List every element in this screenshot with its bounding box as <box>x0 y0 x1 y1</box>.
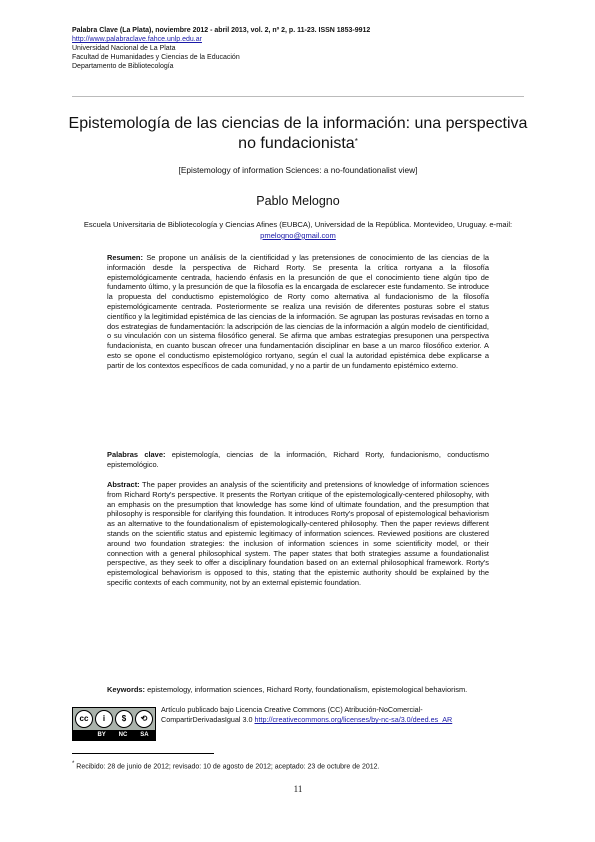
author-name: Pablo Melogno <box>256 194 340 208</box>
journal-citation: Palabra Clave (La Plata), noviembre 2012 - abril 2013, vol. 2, nº 2, p. 11-23. ISSN 1853-9912 <box>72 27 371 34</box>
sharealike-icon: ⟲ <box>135 710 153 728</box>
footnote <box>72 760 524 771</box>
page-number: 11 <box>293 784 303 794</box>
journal-header <box>72 26 532 71</box>
article-title-text: Epistemología de las ciencias de la información: una perspectiva no fundacionista <box>68 115 528 152</box>
license-url-link[interactable]: http://creativecommons.org/licenses/by-nc-sa/3.0/deed.es_AR <box>254 715 453 724</box>
footnote-mark: * <box>72 761 75 767</box>
footnote-divider <box>72 753 214 754</box>
abstract-text: The paper provides an analysis of the scientificity and pretensions of knowledge of information sciences from Richard Rorty's perspective. It presents the Rortyan critique of the epistemologically-centered philosophy, with an emphasis on the presumption that knowledge has some kind of ultimate foundation, and the presumption that philosophy is responsible for clarifying this foundation. It introduces Rorty's proposal of epistemological behaviorism as an alternative to the foundationalism of epistemologically-centered philosophy. Then the paper reviews different stands on the scientific status and epistemic legitimacy of information sciences. Reviewed positions are clustered around two foundation strategies: the inclusion of information sciences in some scientificity model, or their connection with a general philosophical system. The paper states that both strategies assume a foundationalist perspective, as they seek to offer a disciplinary foundation based on an external philosophical framework. Rorty's epistemological behaviorism is opposed to this, stating that the epistemic authority should be explained by the specific contexts of each community, not by an external epistemic foundation. <box>107 480 489 587</box>
cc-logo-icon: cc <box>75 710 93 728</box>
header-divider <box>72 96 524 97</box>
journal-url-link[interactable]: http://www.palabraclave.fahce.unlp.edu.ar <box>72 36 202 43</box>
resumen-text: Se propone un análisis de la cientificidad y las pretensiones de conocimiento de las ciencias de la información desde la perspectiva de Richard Rorty. Se presenta la crítica rortyana a la filosofía epistemológicamente centrada, haciendo énfasis en la presunción de que el conocimiento tiene algún tipo de fundamento último, y la presunción de que la filosofía es la encargada de esclarecer este fundamento. Se introduce la propuesta del conductismo epistemológico de Rorty como alternativa al fundacionismo de la filosofía epistemológicamente centrada. Posteriormente se realiza una revisión de diferentes posturas sobre el status científico y la legitimidad epistémica de las ciencias de la información. Se agrupan las posturas revisadas en torno a dos estrategias de fundamentación: la adscripción de las ciencias de la información a algún modelo de cientificidad, o su vinculación con un sistema filosófico general. Se afirma que ambas estrategias presuponen una perspectiva fundacionista, en cuanto buscan ofrecer una fundamentación disciplinar en base a un marco filosófico exterior. A esto se opone el conductismo epistemológico rortyano, según el cual la autoridad epistémica debe explicarse a partir de los contextos específicos de cada comunidad, y no a partir de un fundamento epistémico externo. <box>107 253 489 370</box>
cc-badge-icons <box>73 708 155 730</box>
affiliation-text: Escuela Universitaria de Bibliotecología y Ciencias Afines (EUBCA), Universidad de la República. Montevideo, Uruguay. e-mail: <box>83 220 513 229</box>
cc-label-nc: NC <box>118 732 128 738</box>
license-notice <box>161 705 491 725</box>
resumen-label: Resumen: <box>107 253 143 262</box>
attribution-icon: i <box>95 710 113 728</box>
title-footnote-mark: * <box>354 137 358 146</box>
footnote-text: Recibido: 28 de junio de 2012; revisado: 10 de agosto de 2012; aceptado: 23 de octubre de 2012. <box>76 763 380 771</box>
cc-license-badge[interactable] <box>72 707 156 741</box>
cc-label-by: BY <box>97 732 106 738</box>
palabras-clave-text: epistemología, ciencias de la información, Richard Rorty, fundacionismo, conductismo epistemológico. <box>107 450 489 469</box>
author-email-link[interactable]: pmelogno@gmail.com <box>260 231 336 240</box>
abstract-label: Abstract: <box>107 480 140 489</box>
keywords-text: epistemology, information sciences, Richard Rorty, foundationalism, epistemological behaviorism. <box>147 685 468 694</box>
author-affiliation <box>72 219 524 241</box>
keywords-paragraph <box>107 685 489 695</box>
palabras-clave-paragraph <box>107 450 489 470</box>
license-text: Artículo publicado bajo Licencia Creative Commons (CC) Atribución-NoComercial-CompartirDerivadasIgual 3.0 <box>161 705 423 724</box>
abstract-paragraph <box>107 480 489 588</box>
noncommercial-icon: $ <box>115 710 133 728</box>
faculty-name: Facultad de Humanidades y Ciencias de la Educación <box>72 54 240 61</box>
department-name: Departamento de Bibliotecología <box>72 63 174 70</box>
cc-badge-labels <box>91 730 155 740</box>
article-subtitle: [Epistemology of information Sciences: a no-foundationalist view] <box>178 165 418 175</box>
article-title <box>60 114 536 154</box>
palabras-clave-label: Palabras clave: <box>107 450 166 459</box>
university-name: Universidad Nacional de La Plata <box>72 45 176 52</box>
resumen-paragraph <box>107 253 489 371</box>
keywords-label: Keywords: <box>107 685 146 694</box>
cc-label-sa: SA <box>140 732 149 738</box>
